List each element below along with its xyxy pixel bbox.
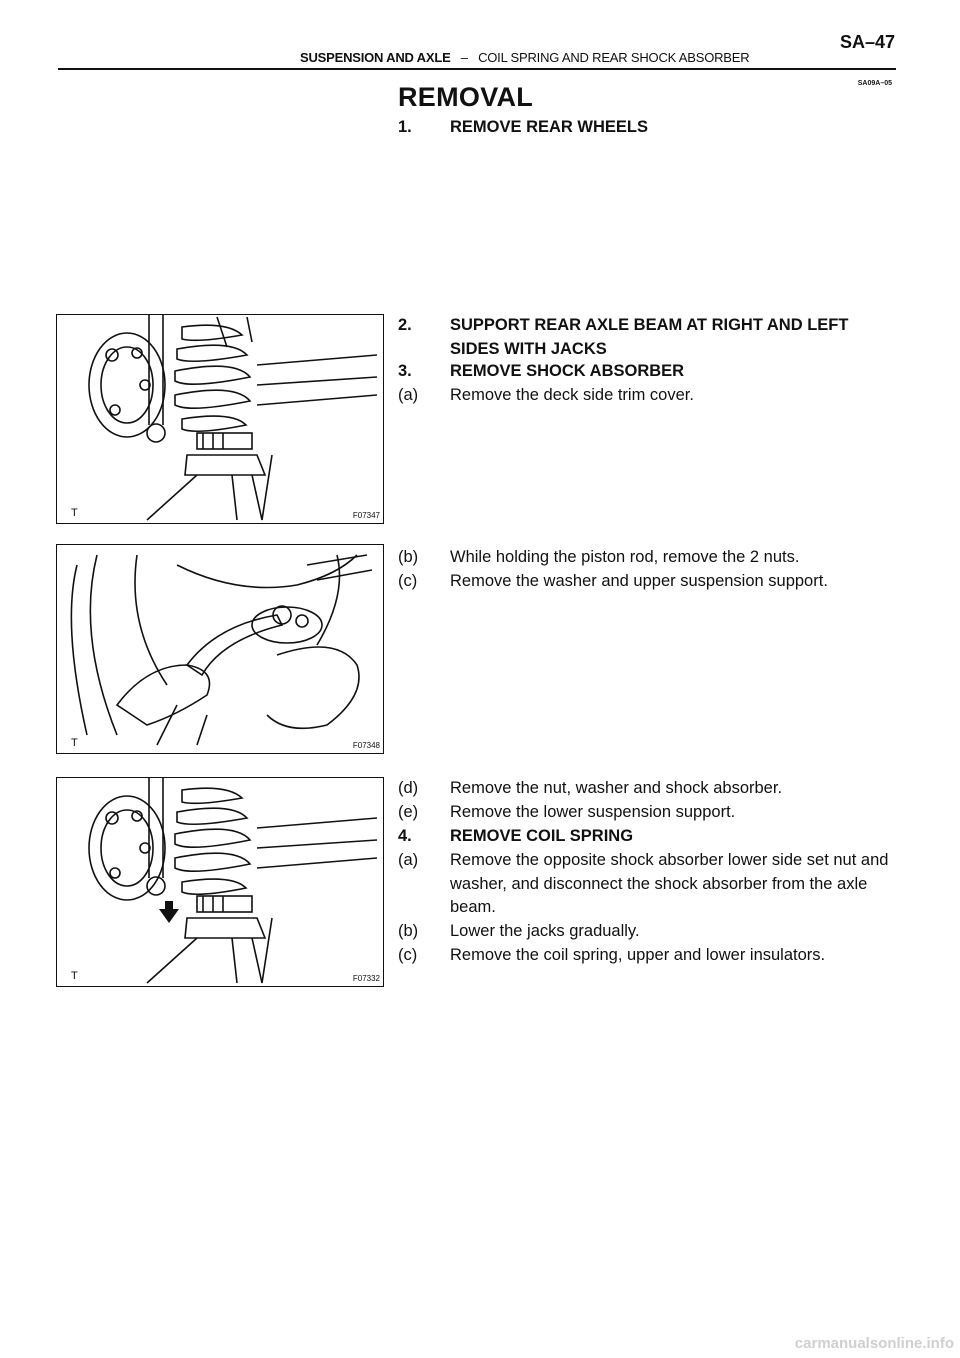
- running-header: [300, 50, 749, 65]
- step-text: REMOVE REAR WHEELS: [450, 118, 649, 136]
- figure-mark: T: [71, 737, 78, 749]
- step-label: (a): [398, 386, 419, 404]
- page-number: SA–47: [839, 32, 895, 52]
- step-3: [398, 360, 878, 384]
- step-text: Remove the coil spring, upper and lower insulators.: [450, 946, 826, 964]
- step-text: REMOVE COIL SPRING: [450, 827, 634, 845]
- step-4: [398, 825, 878, 849]
- jack-support-illustration: [57, 315, 383, 523]
- figure-code: F07347: [352, 511, 380, 520]
- step-text: Remove the nut, washer and shock absorber.: [450, 779, 783, 797]
- step-1: [398, 116, 878, 140]
- step-text: Remove the opposite shock absorber lower side set nut and washer, and disconnect the shock absorber from the axle beam.: [450, 851, 889, 916]
- step-3d: [398, 777, 878, 801]
- step-label: (a): [398, 851, 419, 869]
- section-title: REMOVAL: [398, 82, 534, 112]
- coil-spring-illustration: [57, 778, 383, 986]
- figure-code: F07348: [352, 741, 380, 750]
- document-code: SA09A–05: [857, 80, 892, 87]
- figure-mark: T: [71, 507, 78, 519]
- step-label: (e): [398, 803, 419, 821]
- step-text: Remove the lower suspension support.: [450, 803, 736, 821]
- header-rule: [58, 68, 896, 70]
- step-3a: [398, 384, 878, 408]
- header-subsection: COIL SPRING AND REAR SHOCK ABSORBER: [478, 50, 750, 65]
- step-4c: [398, 944, 878, 968]
- step-label: (d): [398, 779, 419, 797]
- step-4b: [398, 920, 878, 944]
- step-2: [398, 314, 878, 362]
- piston-rod-illustration: [57, 545, 383, 753]
- step-label: (c): [398, 572, 418, 590]
- step-text: Lower the jacks gradually.: [450, 922, 640, 940]
- step-label: 4.: [398, 827, 412, 845]
- step-label: 1.: [398, 118, 412, 136]
- figure-jack-support: [56, 314, 384, 524]
- figure-code: F07332: [352, 974, 380, 983]
- step-label: (b): [398, 922, 419, 940]
- step-label: 3.: [398, 362, 412, 380]
- step-label: (b): [398, 548, 419, 566]
- step-text: REMOVE SHOCK ABSORBER: [450, 362, 685, 380]
- header-section: SUSPENSION AND AXLE: [300, 50, 451, 65]
- step-label: 2.: [398, 316, 412, 334]
- step-text: SUPPORT REAR AXLE BEAM AT RIGHT AND LEFT SIDES WITH JACKS: [450, 316, 849, 358]
- step-text: Remove the deck side trim cover.: [450, 386, 694, 404]
- step-3e: [398, 801, 878, 825]
- step-text: Remove the washer and upper suspension support.: [450, 572, 828, 590]
- step-4a: [398, 849, 889, 921]
- step-3c: [398, 570, 878, 594]
- figure-piston-rod-nuts: [56, 544, 384, 754]
- figure-mark: T: [71, 970, 78, 982]
- arrow-icon: [159, 901, 179, 923]
- header-dash: –: [460, 50, 468, 65]
- site-watermark[interactable]: carmanualsonline.info: [794, 1335, 954, 1352]
- figure-coil-spring: [56, 777, 384, 987]
- step-3b: [398, 546, 878, 570]
- step-label: (c): [398, 946, 418, 964]
- step-text: While holding the piston rod, remove the 2 nuts.: [450, 548, 800, 566]
